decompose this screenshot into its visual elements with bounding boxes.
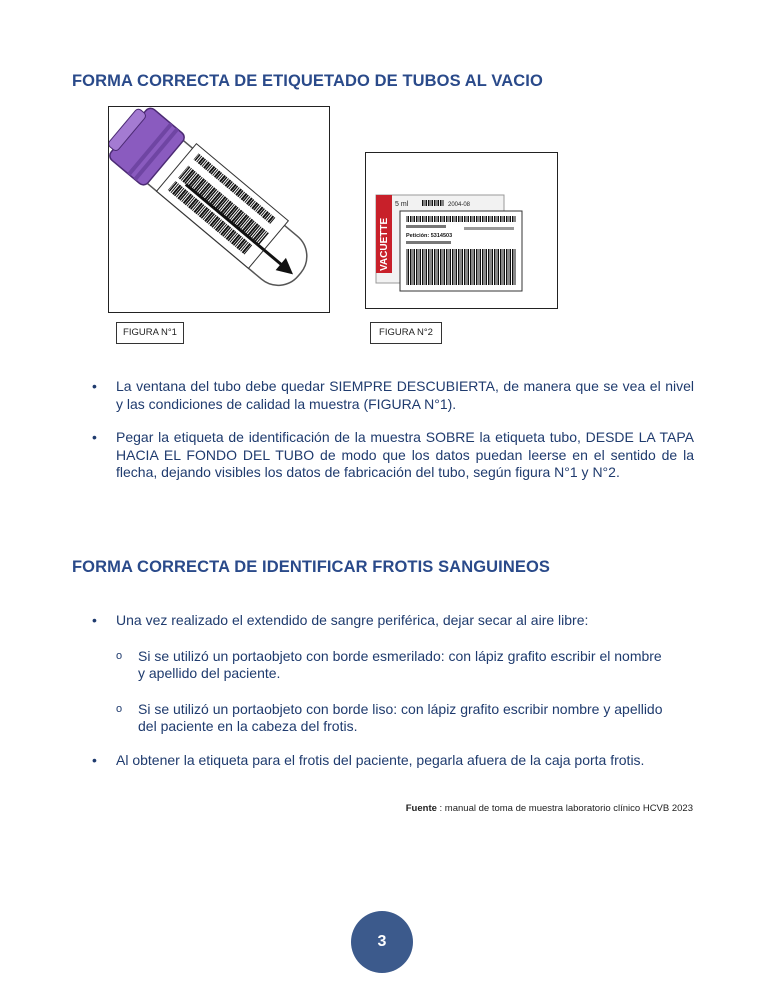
source-text: : manual de toma de muestra laboratorio clínico HCVB 2023 <box>436 803 693 814</box>
list-item <box>0 612 694 736</box>
tube-instructions-list <box>0 378 694 482</box>
sub-list-item: o Si se utilizó un portaobjeto con borde esmerilado: con lápiz grafito escribir el nombre y apellido del paciente. <box>116 648 672 683</box>
figure-1-caption: FIGURA N°1 <box>116 322 184 344</box>
source-note <box>406 803 693 814</box>
vacuette-label-illustration <box>366 153 557 308</box>
page-number: 3 <box>351 911 413 973</box>
tube-volume: 5 ml <box>395 201 409 208</box>
list-item-text: Una vez realizado el extendido de sangre periférica, dejar secar al aire libre: <box>116 612 589 628</box>
list-item: • Al obtener la etiqueta para el frotis del paciente, pegarla afuera de la caja porta frotis. <box>0 752 694 770</box>
frotis-instructions-list <box>0 612 694 769</box>
list-item: • Pegar la etiqueta de identificación de la muestra SOBRE la etiqueta tubo, DESDE LA TAPA HACIA EL FONDO DEL TUBO de modo que los datos puedan leerse en el sentido de la flecha, dejando visibles los datos de fabricación del tubo, según figura N°1 y N°2. <box>0 429 694 482</box>
tube-illustration <box>109 107 329 312</box>
figure-2-caption: FIGURA N°2 <box>370 322 442 344</box>
section-title-tubos: FORMA CORRECTA DE ETIQUETADO DE TUBOS AL VACIO <box>72 72 543 90</box>
list-item: • La ventana del tubo debe quedar SIEMPRE DESCUBIERTA, de manera que se vea el nivel y las condiciones de calidad la muestra (FIGURA N°1). <box>0 378 694 413</box>
figure-1-tube-image <box>108 106 330 313</box>
source-label: Fuente <box>405 803 437 814</box>
vacuette-brand: VACUETTE <box>379 217 390 271</box>
sub-list-item: o Si se utilizó un portaobjeto con borde liso: con lápiz grafito escribir nombre y apellido del paciente en la cabeza del frotis. <box>116 701 672 736</box>
section-title-frotis: FORMA CORRECTA DE IDENTIFICAR FROTIS SANGUINEOS <box>72 558 551 576</box>
figure-2-peticion: Petición: 5314503 <box>406 233 453 239</box>
tube-date: 2004-08 <box>448 202 471 208</box>
sub-list <box>116 648 694 736</box>
figure-2-label-image <box>365 152 558 309</box>
